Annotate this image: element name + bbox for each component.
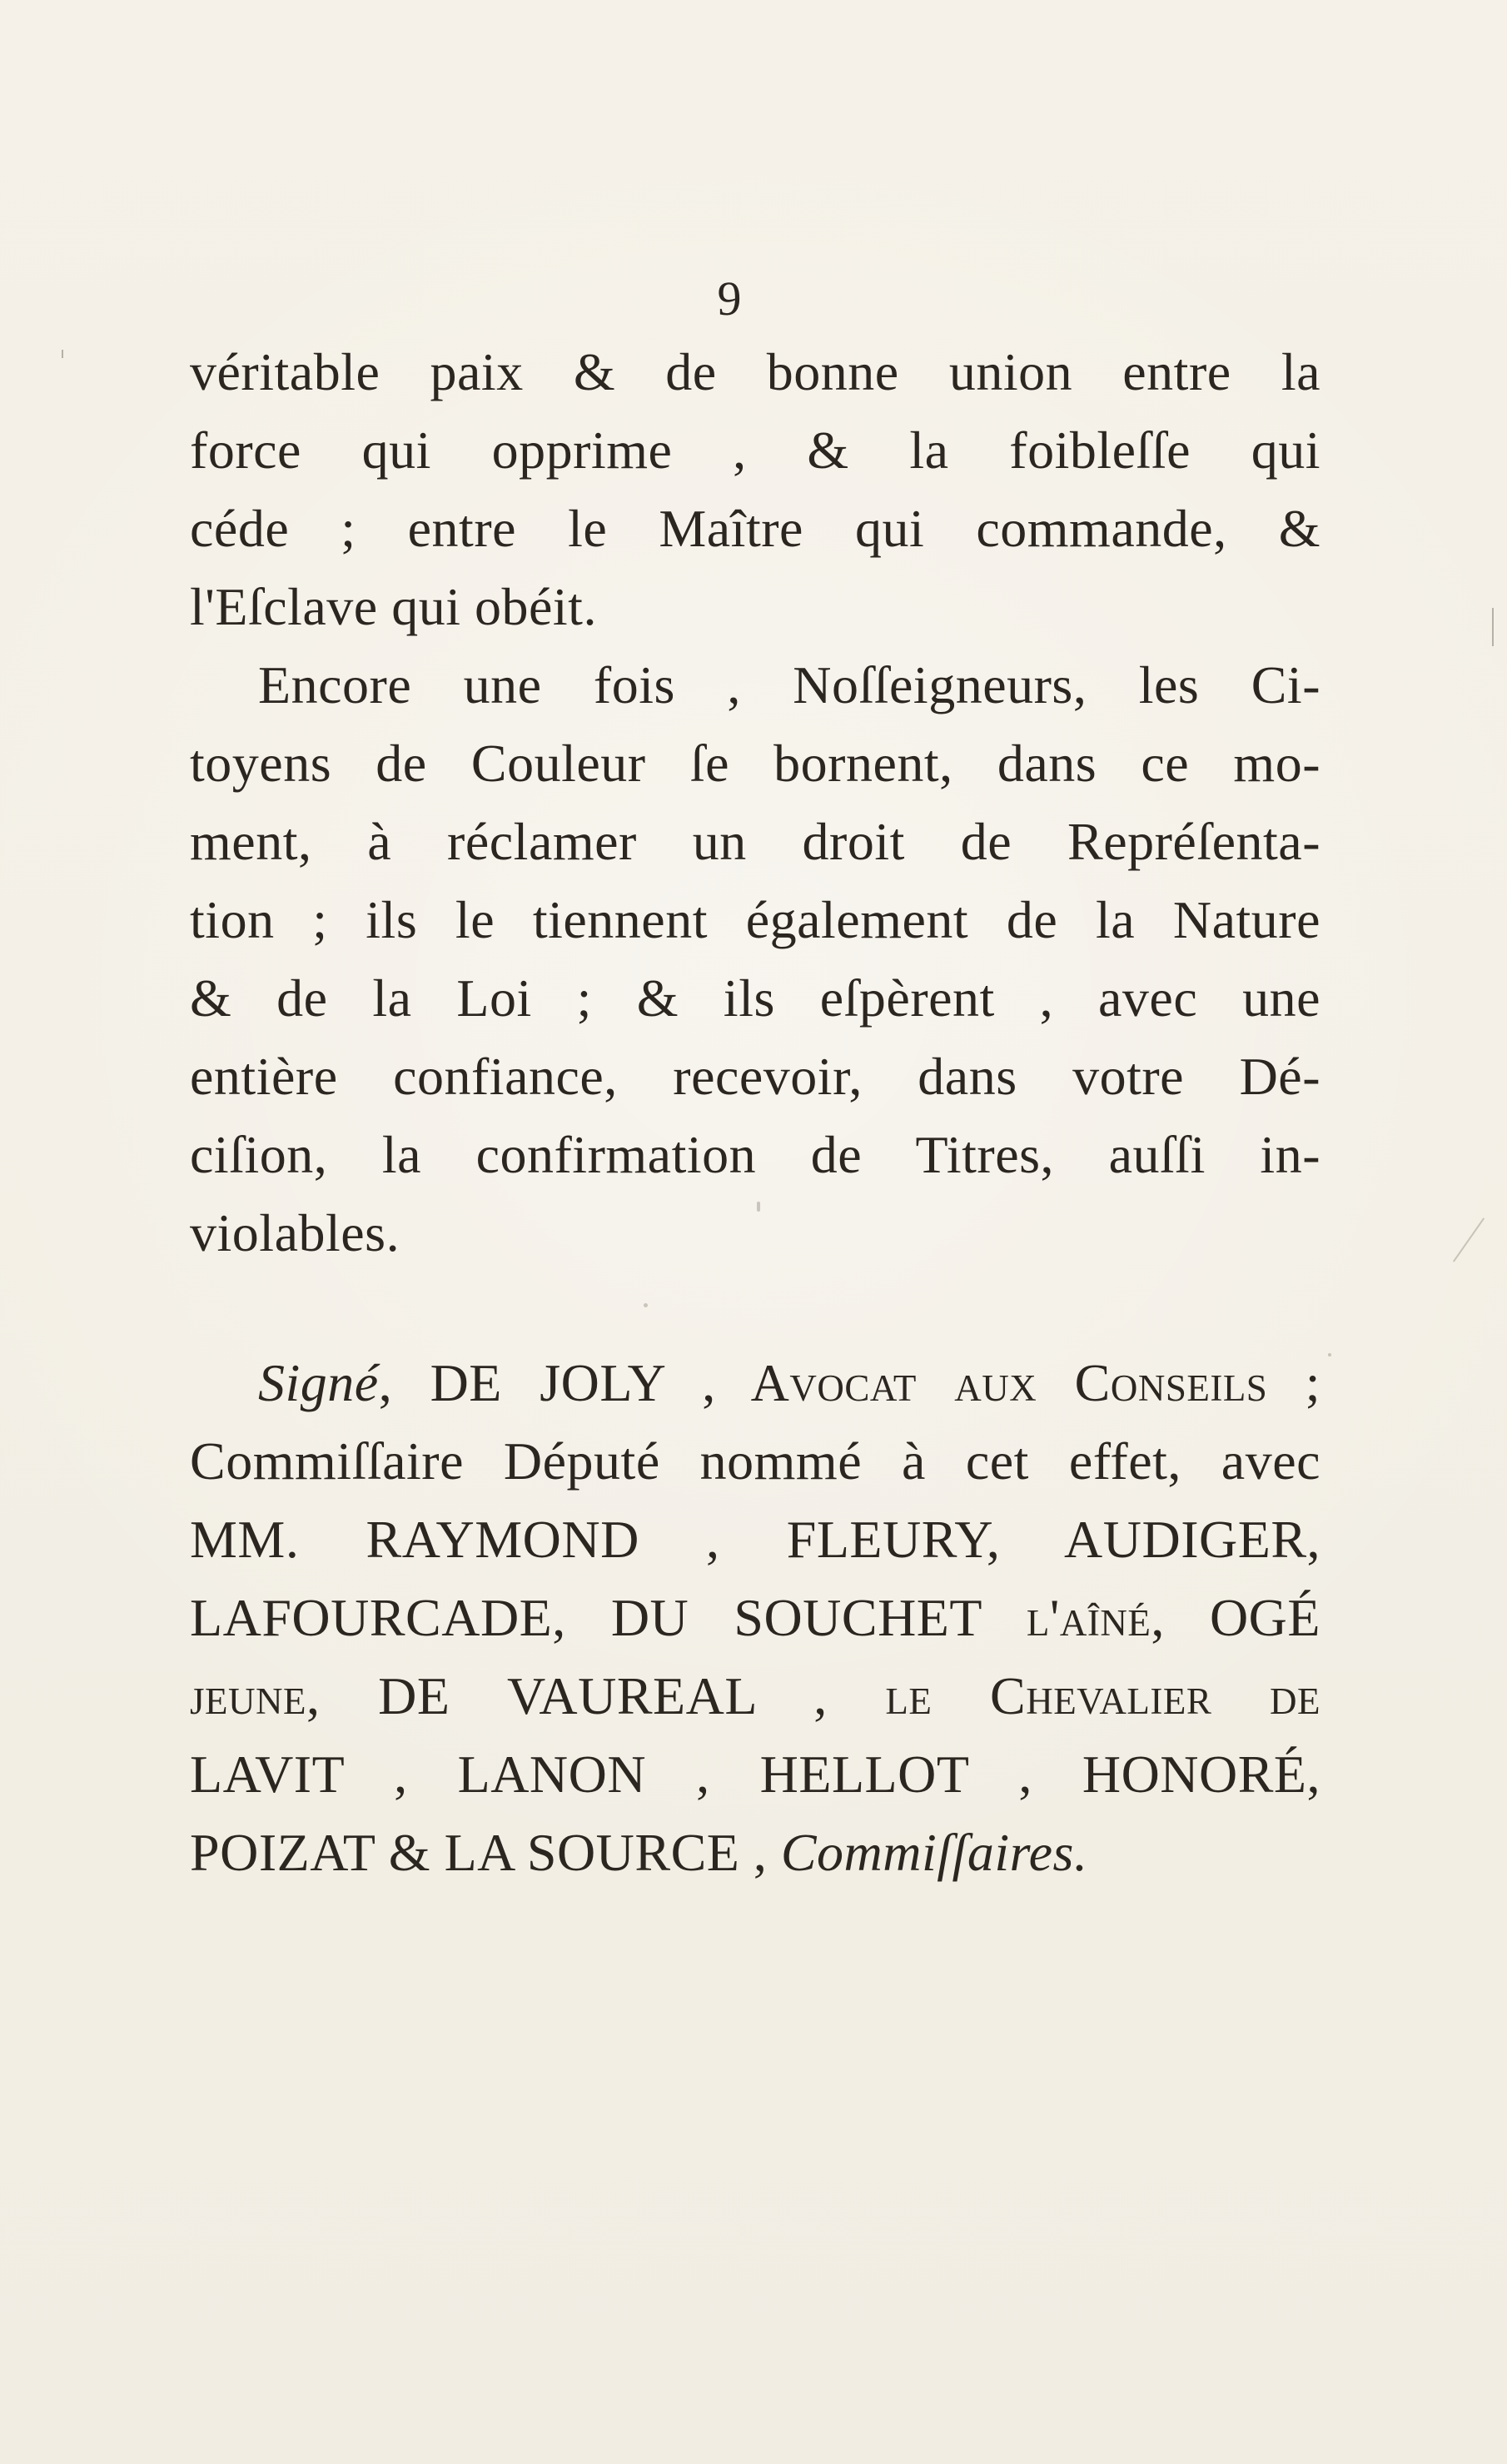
text-line: véritable paix & de bonne union entre la [190,342,1320,401]
text-line: ment, à réclamer un droit de Repréſenta- [190,812,1320,871]
text-line: céde ; entre le Maître qui commande, & [190,499,1320,558]
signature-line [190,1344,1320,1422]
signature-closing-line [190,1814,1320,1892]
signature-text: POIZAT & LA SOURCE , [190,1823,768,1882]
text-line: ciſion, la confirmation de Titres, auſſi in- [190,1125,1320,1184]
paper-speck [1328,1353,1331,1356]
closing-word: Commiſſaires. [780,1823,1088,1882]
text-line: tion ; ils le tiennent également de la Nature [190,890,1320,949]
signature-line: Commiſſaire Député nommé à cet effet, avec [190,1431,1320,1491]
signature-line: MM. RAYMOND , FLEURY, AUDIGER, [190,1510,1320,1569]
left-margin-mark [62,350,63,358]
signature-text: , DE JOLY , Avocat aux Conſeils ; [378,1353,1320,1412]
signature-line: LAFOURCADE, DU SOUCHET l'aîné, OGÉ [190,1588,1320,1647]
page-text [190,333,1320,1892]
paper-speck [1453,1217,1485,1262]
text-line: & de la Loi ; & ils eſpèrent , avec une [190,968,1320,1028]
paragraph-gap [190,1272,1320,1344]
signature-line: LAVIT , LANON , HELLOT , HONORÉ, [190,1745,1320,1804]
text-line: force qui opprime , & la foibleſſe qui [190,421,1320,480]
text-line: Encore une fois , Noſſeigneurs, les Ci- [258,655,1320,714]
text-line: entière confiance, recevoir, dans votre Dé- [190,1047,1320,1106]
text-line: toyens de Couleur ſe bornent, dans ce mo- [190,734,1320,793]
right-margin-mark [1492,608,1494,646]
signed-label: Signé [258,1353,379,1412]
signature-line: jeune, DE VAUREAL , le Chevalier de [190,1666,1320,1725]
page-number: 9 [717,271,742,326]
text-line: l'Eſclave qui obéit. [190,577,597,636]
text-line: violables. [190,1203,400,1262]
